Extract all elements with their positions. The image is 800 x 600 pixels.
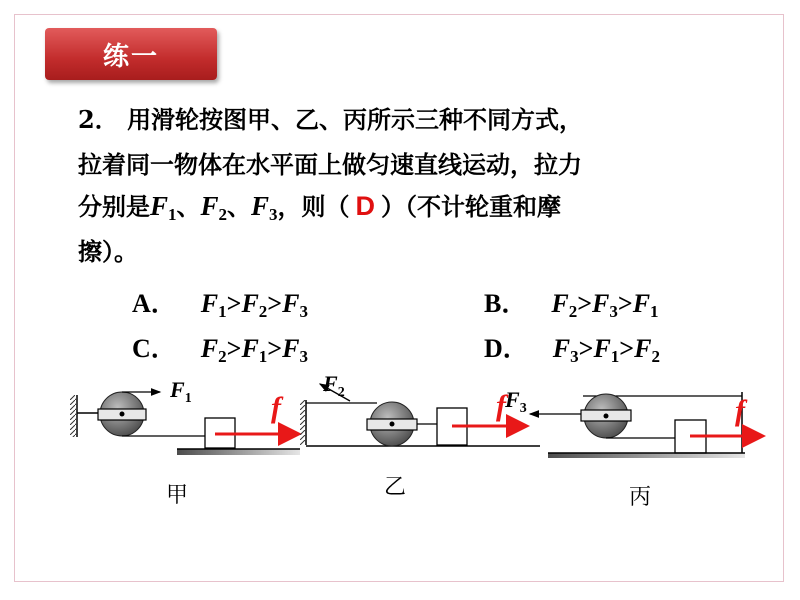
answer-letter: D xyxy=(355,191,376,221)
question-text-3b: ，则（ xyxy=(277,193,350,221)
caption-b: 乙 xyxy=(384,475,407,500)
force-f2-symbol: $F_2$ xyxy=(200,191,228,224)
force-label-f2: $F_2$ xyxy=(323,371,345,400)
force-f1-symbol: $F_1$ xyxy=(150,191,177,224)
question-text-3a: 分别是 xyxy=(78,193,150,221)
question-text-4: 擦）。 xyxy=(78,238,138,266)
friction-label-c: f xyxy=(735,394,745,427)
option-a-expression: $F_1>F_2>F_3$ xyxy=(200,289,308,321)
diagram-a xyxy=(70,377,300,455)
question-text-3c: ）（不计轮重和摩 xyxy=(381,193,562,221)
force-label-f3: $F_3$ xyxy=(505,387,527,416)
force-label-f1: $F_1$ xyxy=(170,377,192,406)
option-b-label: B． xyxy=(484,289,528,318)
option-d-label: D． xyxy=(484,334,529,363)
wall-b xyxy=(300,400,305,445)
force-f3-symbol: $F_3$ xyxy=(251,191,278,224)
wall-a xyxy=(70,395,76,437)
question-text-2: 拉着同一物体在水平面上做匀速直线运动，拉力 xyxy=(78,151,582,179)
question-number: 2． xyxy=(78,105,119,134)
option-c-label: C． xyxy=(132,334,177,363)
diagram-c xyxy=(504,387,760,458)
diagram-b xyxy=(300,371,540,446)
option-a-label: A． xyxy=(132,289,177,318)
option-b-expression: $F_2>F_3>F_1$ xyxy=(551,289,659,321)
option-d-expression: $F_3>F_1>F_2$ xyxy=(552,334,660,366)
friction-label-a: f xyxy=(271,391,281,424)
option-c-expression: $F_2>F_1>F_3$ xyxy=(200,334,308,366)
question-text-1: 用滑轮按图甲、乙、丙所示三种不同方式， xyxy=(127,106,584,134)
friction-label-b: f xyxy=(496,389,506,422)
separator-1: 、 xyxy=(176,193,201,221)
exercise-badge: 练一 xyxy=(45,28,217,80)
caption-c: 丙 xyxy=(629,485,652,510)
separator-2: 、 xyxy=(227,193,252,221)
caption-a: 甲 xyxy=(166,483,189,508)
